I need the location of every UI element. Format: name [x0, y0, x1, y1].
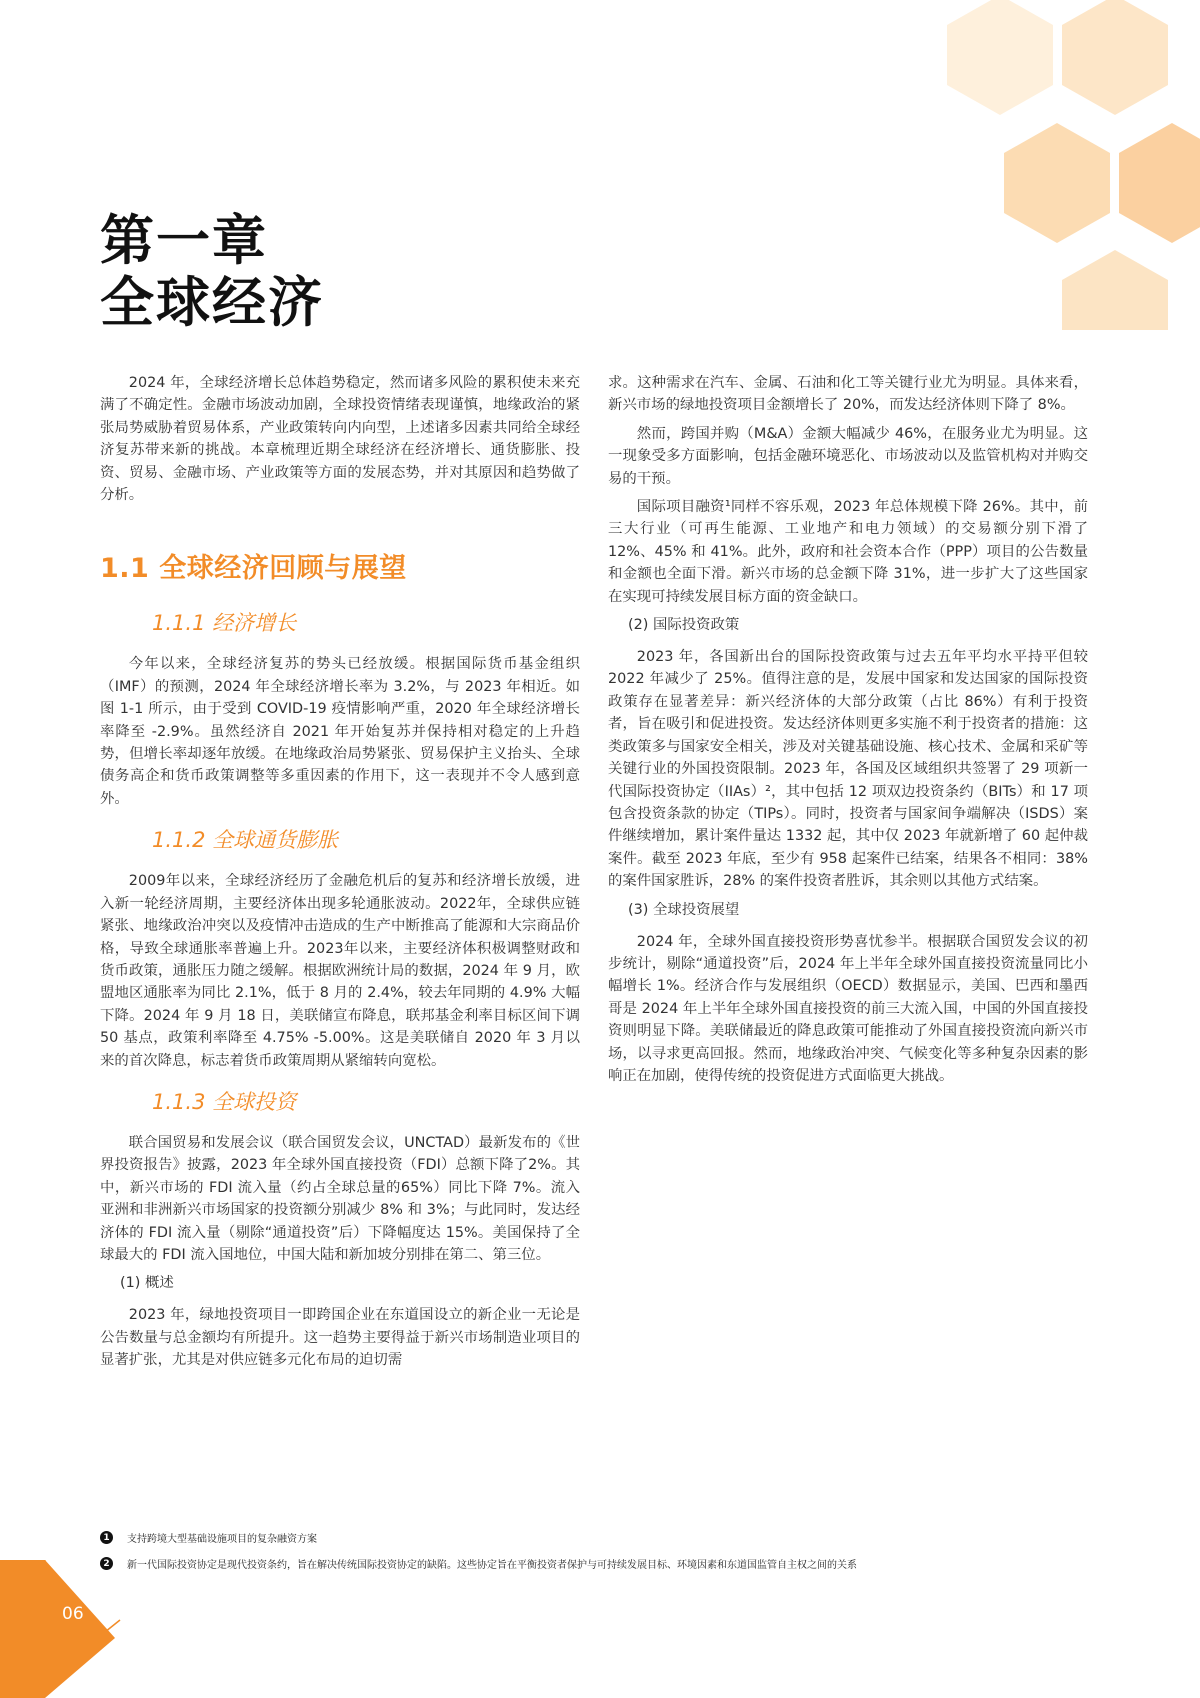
list-heading-policy: (2) 国际投资政策	[628, 617, 740, 634]
section-title: 1.1 全球经济回顾与展望	[100, 553, 407, 585]
list-heading-outlook: (3) 全球投资展望	[628, 901, 740, 918]
hexagon-shape	[947, 0, 1053, 115]
growth-paragraph: 今年以来，全球经济复苏的势头已经放缓。根据国际货币基金组织（IMF）的预测，2024 年全球经济增长率为 3.2%，与 2023 年相近。如图 1-1 所示，由于受到 COVID-19 疫情影响严重，2020 年全球经济增长率降至 -2.9%。虽然经济自 2021 年开始复苏并保持相对稳定的上升趋势，但增长率却逐年放缓。在地缘政治局势紧张、贸易保护主义抬头、全球债务高企和货币政策调整等多重因素的作用下，这一表现并不令人感到意外。	[100, 656, 580, 807]
footnote-item	[100, 1556, 1100, 1571]
chapter-number: 第一章	[100, 209, 268, 272]
chapter-name: 全球经济	[100, 271, 324, 334]
project-finance-paragraph: 国际项目融资¹同样不容乐观，2023 年总体规模下降 26%。其中，前三大行业（可再生能源、工业地产和电力领域）的交易额分别下滑了 12%、45% 和 41%。此外，政府和社会资本合作（PPP）项目的公告数量和金额也全面下滑。新兴市场的总金额下降 31%，进一步扩大了这些国家在实现可持续发展目标方面的资金缺口。	[608, 499, 1088, 605]
continuation-paragraph: 求。这种需求在汽车、金属、石油和化工等关键行业尤为明显。具体来看，新兴市场的绿地投资项目金额增长了 20%，而发达经济体则下降了 8%。	[608, 375, 1088, 414]
footnote-number: 2	[100, 1557, 113, 1570]
hexagon-shape	[1062, 250, 1168, 330]
list-heading-overview: (1) 概述	[120, 1275, 174, 1292]
ma-paragraph: 然而，跨国并购（M&A）金额大幅减少 46%，在服务业尤为明显。这一现象受多方面影响，包括金融环境恶化、市场波动以及监管机构对并购交易的干预。	[608, 425, 1088, 487]
footnote-item	[100, 1530, 1100, 1545]
subsection-title-inflation: 1.1.2 全球通货膨胀	[152, 828, 339, 853]
inflation-paragraph: 2009年以来，全球经济经历了金融危机后的复苏和经济增长放缓，进入新一轮经济周期，主要经济体出现多轮通胀波动。2022年，全球供应链紧张、地缘政治冲突以及疫情冲击造成的生产中断推高了能源和大宗商品价格，导致全球通胀率普遍上升。2023年以来，主要经济体积极调整财政和货币政策，通胀压力随之缓解。根据欧洲统计局的数据，2024 年 9 月，欧盟地区通胀率为同比 2.1%，低于 8 月的 2.4%，较去年同期的 4.9% 大幅下降。2024 年 9 月 18 日，美联储宣布降息，联邦基金利率目标区间下调 50 基点，政策利率降至 4.75% -5.00%。这是美联储自 2020 年 3 月以来的首次降息，标志着货币政策周期从紧缩转向宽松。	[100, 873, 580, 1069]
intro-paragraph: 2024 年，全球经济增长总体趋势稳定，然而诸多风险的累积使未来充满了不确定性。金融市场波动加剧，全球投资情绪表现谨慎，地缘政治的紧张局势威胁着贸易体系，产业政策转向内向型，上述诸多因素共同给全球经济复苏带来新的挑战。本章梳理近期全球经济在经济增长、通货膨胀、投资、贸易、金融市场、产业政策等方面的发展态势，并对其原因和趋势做了分析。	[100, 375, 580, 504]
subsection-title-investment: 1.1.3 全球投资	[152, 1089, 297, 1114]
investment-paragraph: 联合国贸易和发展会议（联合国贸发会议，UNCTAD）最新发布的《世界投资报告》披露，2023 年全球外国直接投资（FDI）总额下降了2%。其中，新兴市场的 FDI 流入量（约占全球总量的65%）同比下降 7%。流入亚洲和非洲新兴市场国家的投资额分别减少 8% 和 3%；与此同时，发达经济体的 FDI 流入量（剔除“通道投资”后）下降幅度达 15%。美国保持了全球最大的 FDI 流入国地位，中国大陆和新加坡分别排在第二、第三位。	[100, 1134, 580, 1263]
hexagon-shape	[1004, 123, 1110, 243]
right-column	[608, 372, 1088, 1093]
hexagon-shape	[1119, 123, 1200, 243]
footnote-text: 支持跨境大型基础设施项目的复杂融资方案	[127, 1534, 317, 1545]
footnote-text: 新一代国际投资协定是现代投资条约，旨在解决传统国际投资协定的缺陷。这些协定旨在平衡投资者保护与可持续发展目标、环境因素和东道国监管自主权之间的关系	[127, 1560, 857, 1571]
hexagon-shape	[1062, 0, 1168, 115]
footnote-number: 1	[100, 1531, 113, 1544]
footnotes	[100, 1530, 1100, 1582]
chapter-title	[100, 210, 324, 334]
overview-paragraph: 2023 年，绿地投资项目一即跨国企业在东道国设立的新企业一无论是公告数量与总金额均有所提升。这一趋势主要得益于新兴市场制造业项目的显著扩张，尤其是对供应链多元化布局的迫切需	[100, 1307, 580, 1369]
page-number: 06	[62, 1604, 84, 1624]
subsection-title-growth: 1.1.1 经济增长	[152, 611, 297, 636]
left-column	[100, 372, 580, 1378]
page-number-decoration	[0, 1560, 200, 1698]
policy-paragraph: 2023 年，各国新出台的国际投资政策与过去五年平均水平持平但较 2022 年减少了 25%。值得注意的是，发展中国家和发达国家的国际投资政策存在显著差异：新兴经济体的大部分政策（占比 86%）有利于投资者，旨在吸引和促进投资。发达经济体则更多实施不利于投资者的措施：这类政策多与国家安全相关，涉及对关键基础设施、核心技术、金属和采矿等关键行业的外国投资限制。2023 年，各国及区域组织共签署了 29 项新一代国际投资协定（IIAs）²，其中包括 12 项双边投资条约（BITs）和 17 项包含投资条款的协定（TIPs）。同时，投资者与国家间争端解决（ISDS）案件继续增加，累计案件量达 1332 起，其中仅 2023 年就新增了 60 起仲裁案件。截至 2023 年底，至少有 958 起案件已结案，结果各不相同：38% 的案件国家胜诉，28% 的案件投资者胜诉，其余则以其他方式结案。	[608, 649, 1088, 890]
outlook-paragraph: 2024 年，全球外国直接投资形势喜忧参半。根据联合国贸发会议的初步统计，剔除“通道投资”后，2024 年上半年全球外国直接投资流量同比小幅增长 1%。经济合作与发展组织（OECD）数据显示，美国、巴西和墨西哥是 2024 年上半年全球外国直接投资的前三大流入国，中国的外国直接投资则明显下降。美联储最近的降息政策可能推动了外国直接投资流向新兴市场，以寻求更高回报。然而，地缘政治冲突、气候变化等多种复杂因素的影响正在加剧，使得传统的投资促进方式面临更大挑战。	[608, 933, 1088, 1084]
